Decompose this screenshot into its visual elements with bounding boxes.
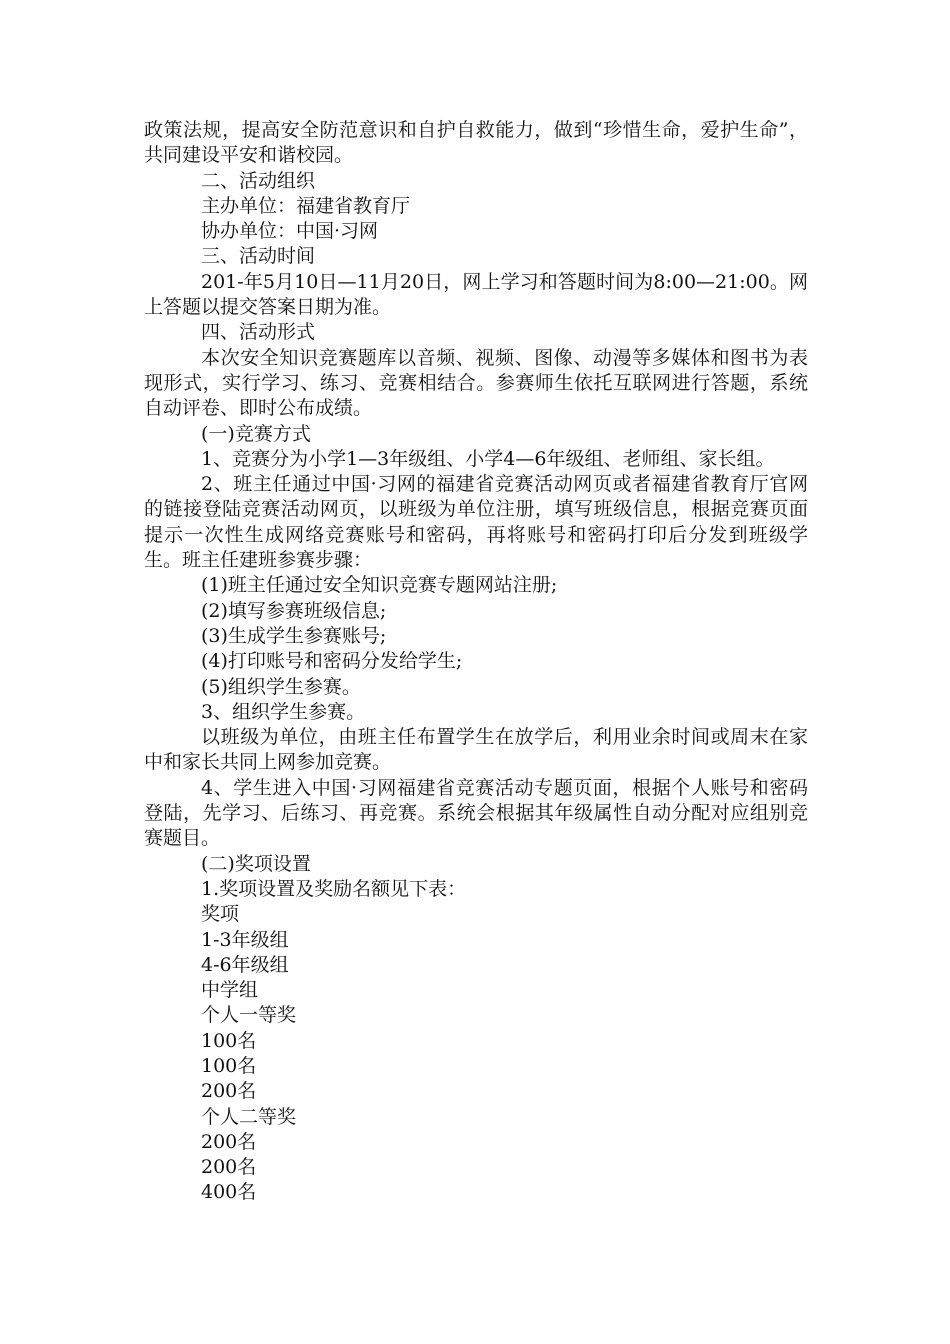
paragraph-co-organizer: 协办单位：中国·习网 xyxy=(201,220,379,243)
heading-activity-organization: 二、活动组织 xyxy=(201,169,316,192)
paragraph-activity-time: 201-年5月10日—11月20日，网上学习和答题时间为8:00—21:00。网上答题以提交答案日期为准。 xyxy=(144,270,808,319)
list-item-step-1: (1)班主任通过安全知识竞赛专题网站注册; xyxy=(201,574,558,597)
paragraph-student-login: 4、学生进入中国·习网福建省竞赛活动专题页面，根据个人账号和密码登陆，先学习、后练习、再竞赛。系统会根据其年级属性自动分配对应组别竞赛题目。 xyxy=(144,776,808,850)
paragraph-intro-continued: 政策法规，提高安全防范意识和自护自救能力，做到“珍惜生命，爱护生命”，共同建设平安和谐校园。 xyxy=(144,119,808,167)
table-header-grade-1-3: 1-3年级组 xyxy=(201,928,289,951)
paragraph-organizer: 主办单位：福建省教育厅 xyxy=(201,194,411,217)
table-header-award: 奖项 xyxy=(201,903,240,926)
heading-activity-form: 四、活动形式 xyxy=(201,321,316,344)
list-item-step-2: (2)填写参赛班级信息; xyxy=(201,599,387,622)
list-item-step-5: (5)组织学生参赛。 xyxy=(201,675,361,698)
paragraph-groups: 1、竞赛分为小学1—3年级组、小学4—6年级组、老师组、家长组。 xyxy=(201,447,775,470)
paragraph-activity-form: 本次安全知识竞赛题库以音频、视频、图像、动漫等多媒体和图书为表现形式，实行学习、练习、竞赛相结合。参赛师生依托互联网进行答题，系统自动评卷、即时公布成绩。 xyxy=(144,346,808,420)
heading-competition-method: (一)竞赛方式 xyxy=(201,422,311,445)
list-item-step-4: (4)打印账号和密码分发给学生; xyxy=(201,650,463,673)
table-header-grade-4-6: 4-6年级组 xyxy=(201,953,289,976)
table-cell-second-prize-grade-1-3: 200名 xyxy=(201,1130,257,1153)
heading-activity-time: 三、活动时间 xyxy=(201,245,316,268)
table-cell-first-prize: 个人一等奖 xyxy=(201,1004,297,1027)
table-cell-second-prize: 个人二等奖 xyxy=(201,1105,297,1128)
table-cell-first-prize-middle: 200名 xyxy=(201,1080,257,1103)
list-item-step-3: (3)生成学生参赛账号; xyxy=(201,624,387,647)
table-cell-first-prize-grade-1-3: 100名 xyxy=(201,1029,257,1052)
table-cell-first-prize-grade-4-6: 100名 xyxy=(201,1054,257,1077)
paragraph-registration: 2、班主任通过中国·习网的福建省竞赛活动网页或者福建省教育厅官网的链接登陆竞赛活动网页，以班级为单位注册，填写班级信息，根据竞赛页面提示一次性生成网络竞赛账号和密码，再将账号和密码打印后分发到班级学生。班主任建班参赛步骤： xyxy=(144,473,808,572)
paragraph-class-unit: 以班级为单位，由班主任布置学生在放学后，利用业余时间或周末在家中和家长共同上网参加竞赛。 xyxy=(144,726,808,774)
table-cell-second-prize-middle: 400名 xyxy=(201,1181,257,1204)
heading-awards: (二)奖项设置 xyxy=(201,852,311,875)
paragraph-organize-students: 3、组织学生参赛。 xyxy=(201,700,366,723)
table-cell-second-prize-grade-4-6: 200名 xyxy=(201,1156,257,1179)
paragraph-awards-intro: 1.奖项设置及奖励名额见下表： xyxy=(201,877,467,900)
table-header-middle-school: 中学组 xyxy=(201,979,259,1002)
document-body xyxy=(144,118,808,1206)
